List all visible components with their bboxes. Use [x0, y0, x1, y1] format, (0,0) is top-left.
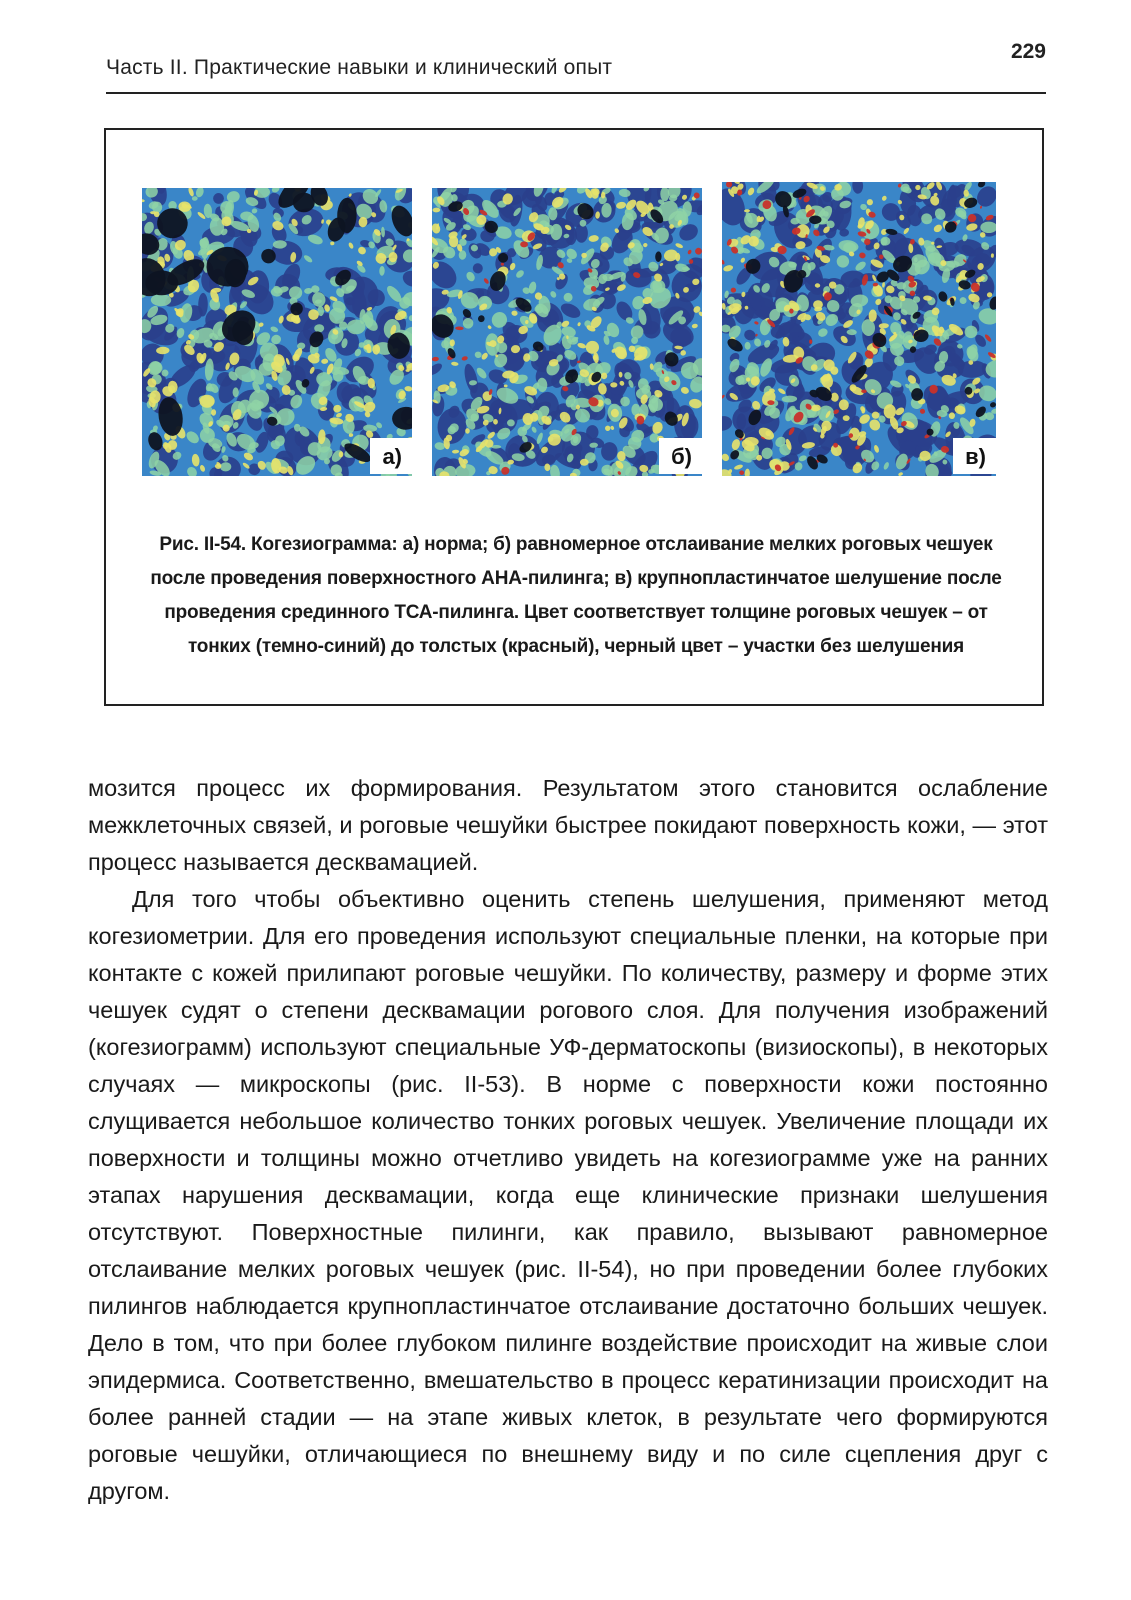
panel-label-c: в)	[953, 438, 996, 474]
cohesiogram-image-a	[142, 188, 412, 476]
body-text	[88, 770, 1048, 1510]
figure-caption	[136, 528, 1016, 664]
page-number: 229	[1010, 40, 1046, 63]
figure-caption-text: Когезиограмма: а) норма; б) равномерное отслаивание мелких роговых чешуек после проведения поверхностного АНА-пилинга; в) крупнопластинчатое шелушение после проведения срединного ТСА-пилинга. Цвет соответствует толщине роговых чешуек – от тонких (темно-синий) до толстых (красный), черный цвет – участки без шелушения	[150, 534, 1002, 657]
cohesiogram-panel-c	[722, 182, 996, 476]
running-head	[106, 40, 1046, 94]
figure-box	[104, 128, 1044, 706]
paragraph-2: Для того чтобы объективно оценить степень шелушения, применяют метод когезиометрии. Для его проведения используют специальные пленки, на которые при контакте с кожей прилипают роговые чешуйки. По количеству, размеру и форме этих чешуек судят о степени десквамации рогового слоя. Для получения изображений (когезиограмм) используют специальные УФ-дерматоскопы (визиоскопы), в некоторых случаях — микроскопы (рис. II-53). В норме с поверхности кожи постоянно слущивается небольшое количество тонких роговых чешуек. Увеличение площади их поверхности и толщины можно отчетливо увидеть на когезиограмме уже на ранних этапах нарушения десквамации, когда еще клинические признаки шелушения отсутствуют. Поверхностные пилинги, как правило, вызывают равномерное отслаивание мелких роговых чешуек (рис. II-54), но при проведении более глубоких пилингов наблюдается крупнопластинчатое отслаивание достаточно больших чешуек. Дело в том, что при более глубоком пилинге воздействие происходит на живые слои эпидермиса. Соответственно, вмешательство в процесс кератинизации происходит на более ранней стадии — на этапе живых клеток, в результате чего формируются роговые чешуйки, отличающиеся по внешнему виду и по силе сцепления друг с другом.	[88, 886, 1048, 1504]
paragraph-1: мозится процесс их формирования. Результатом этого становится ослабление межклеточных связей, и роговые чешуйки быстрее покидают поверхность кожи, — этот процесс называется десквамацией.	[88, 775, 1048, 875]
figure-number: Рис. II-54.	[159, 534, 246, 555]
cohesiogram-panel-a	[142, 188, 412, 476]
panel-label-a: а)	[370, 438, 412, 474]
cohesiogram-image-b	[432, 188, 702, 476]
cohesiogram-panel-b	[432, 188, 702, 476]
cohesiogram-image-c	[722, 182, 996, 476]
running-title: Часть II. Практические навыки и клинический опыт	[106, 56, 613, 79]
panel-label-b: б)	[659, 438, 702, 474]
